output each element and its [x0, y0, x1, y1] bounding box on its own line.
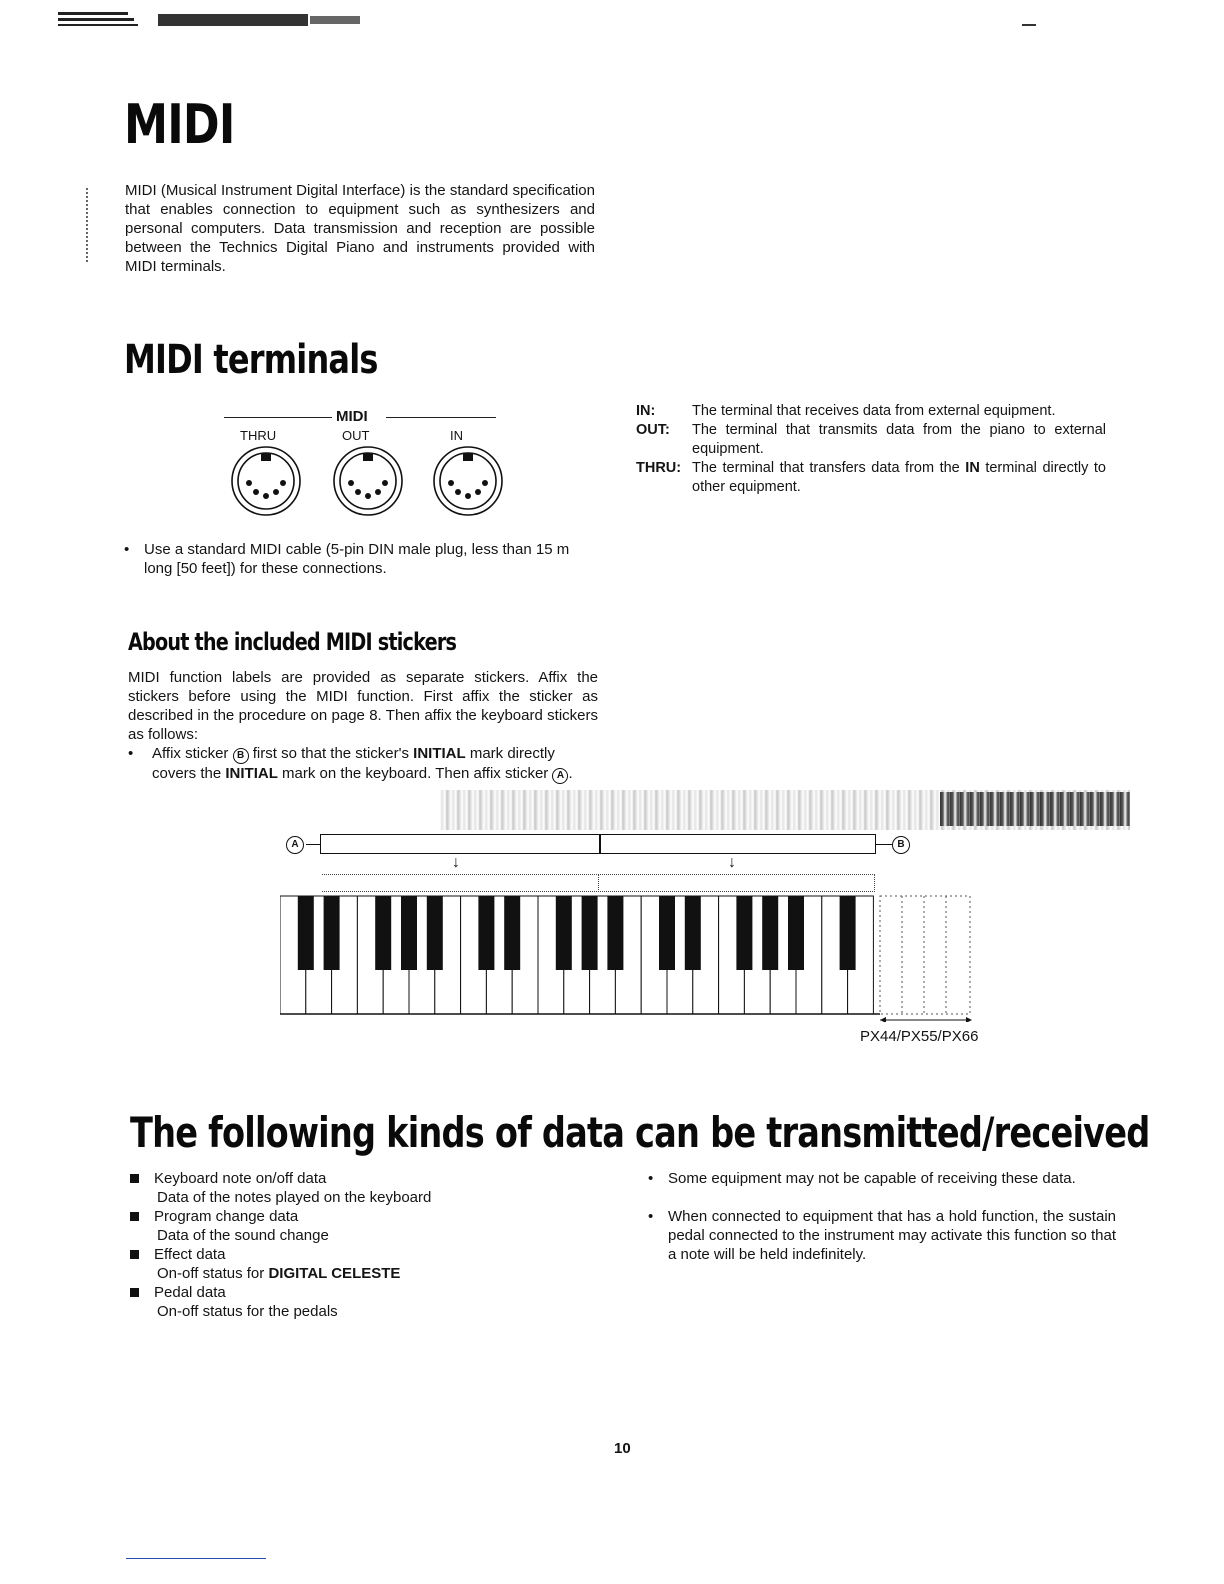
arrow-down-icon: ↓ — [452, 854, 460, 871]
model-label: PX44/PX55/PX66 — [860, 1028, 979, 1045]
black-key — [736, 896, 752, 970]
list-item: Effect data — [130, 1245, 610, 1264]
arrow-down-icon: ↓ — [728, 854, 736, 871]
definition-thru — [636, 459, 1106, 497]
terminal-definitions — [636, 402, 1106, 497]
section-heading-data: The following kinds of data can be transmitted/received — [130, 1108, 1150, 1157]
definition-in — [636, 402, 1106, 421]
definition-out — [636, 421, 1106, 459]
midi-jack-panel — [222, 406, 522, 516]
definition-term: OUT: — [636, 422, 670, 438]
square-bullet-icon — [130, 1212, 139, 1221]
scan-artifact-top — [58, 10, 368, 32]
note-item: • When connected to equipment that has a hold function, the sustain pedal connected to the instrument may activate this function so that a note will be held indefinitely. — [648, 1208, 1116, 1263]
cable-note-text: Use a standard MIDI cable (5-pin DIN male plug, less than 15 m long [50 feet]) for these connections. — [144, 541, 570, 577]
black-key — [659, 896, 675, 970]
black-key — [427, 896, 443, 970]
midi-jack-in-icon — [434, 447, 502, 515]
data-notes — [648, 1169, 1116, 1264]
jack-label-thru: THRU — [240, 428, 277, 443]
definition-desc: The terminal that transmits data from the piano to external equipment. — [692, 422, 1106, 457]
black-key — [478, 896, 494, 970]
bullet-dot-icon: • — [648, 1208, 654, 1225]
black-key — [375, 896, 391, 970]
section-heading-stickers: About the included MIDI stickers — [128, 628, 457, 656]
callout-sticker-a: A — [286, 836, 304, 854]
footer-rule — [126, 1558, 266, 1559]
list-item: Program change data — [130, 1207, 610, 1226]
page-number: 10 — [614, 1440, 631, 1457]
midi-panel-label: MIDI — [336, 408, 368, 425]
midi-jack-thru-icon — [232, 447, 300, 515]
callout-sticker-b: B — [892, 836, 910, 854]
list-item-desc: On-off status for DIGITAL CELESTE — [157, 1265, 401, 1282]
piano-keyboard — [280, 892, 980, 1022]
black-key — [324, 896, 340, 970]
definition-term: IN: — [636, 403, 656, 419]
bullet-dot-icon: • — [128, 745, 134, 762]
sticker-a-icon: A — [552, 768, 568, 784]
square-bullet-icon — [130, 1174, 139, 1183]
definition-desc: The terminal that receives data from external equipment. — [692, 403, 1056, 419]
definition-term: THRU: — [636, 460, 682, 476]
bullet-dot-icon: • — [124, 541, 130, 558]
sticker-strip-a — [320, 834, 600, 854]
black-key — [298, 896, 314, 970]
square-bullet-icon — [130, 1250, 139, 1259]
black-key — [582, 896, 598, 970]
keyboard-sticker-diagram — [280, 828, 980, 1058]
midi-jack-out-icon — [334, 447, 402, 515]
note-item: • Some equipment may not be capable of receiving these data. — [648, 1170, 1076, 1187]
black-key — [607, 896, 623, 970]
jack-label-out: OUT — [342, 428, 370, 443]
black-key — [685, 896, 701, 970]
page-title: MIDI — [124, 93, 235, 156]
sticker-strip-b — [600, 834, 876, 854]
data-items-list — [130, 1169, 610, 1321]
black-key — [401, 896, 417, 970]
section-heading-terminals: MIDI terminals — [124, 337, 378, 383]
intro-paragraph: MIDI (Musical Instrument Digital Interface) is the standard specification that enables connection to equipment such as synthesizers and personal computers. Data transmission and reception are possible between the Technics Digital Piano and instruments provided with MIDI terminals. — [125, 182, 595, 275]
definition-desc: The terminal that transfers data from the IN terminal directly to other equipment. — [692, 460, 1106, 495]
margin-marks — [86, 188, 96, 262]
cable-note — [124, 540, 594, 578]
black-key — [762, 896, 778, 970]
list-item: Keyboard note on/off data — [130, 1169, 610, 1188]
list-item-desc: Data of the sound change — [157, 1227, 329, 1244]
black-key — [788, 896, 804, 970]
list-item-desc: On-off status for the pedals — [157, 1303, 338, 1320]
square-bullet-icon — [130, 1288, 139, 1297]
list-item: Pedal data — [130, 1283, 610, 1302]
jack-label-in: IN — [450, 428, 463, 443]
scan-noise-dark — [940, 792, 1130, 826]
stickers-bullet-text: Affix sticker B first so that the sticker's INITIAL mark directly covers the INITIAL mark on the keyboard. Then affix sticker A . — [152, 745, 573, 782]
stickers-bullet — [128, 744, 598, 784]
scan-artifact-dash — [1022, 24, 1036, 26]
list-item-desc: Data of the notes played on the keyboard — [157, 1189, 432, 1206]
black-key — [840, 896, 856, 970]
stickers-paragraph: MIDI function labels are provided as separate stickers. Affix the stickers before using the MIDI function. First affix the sticker as described in the procedure on page 8. Then affix the keyboard stickers as follows: — [128, 669, 598, 743]
black-key — [556, 896, 572, 970]
black-key — [504, 896, 520, 970]
bullet-dot-icon: • — [648, 1170, 654, 1187]
sticker-b-icon: B — [233, 748, 249, 764]
